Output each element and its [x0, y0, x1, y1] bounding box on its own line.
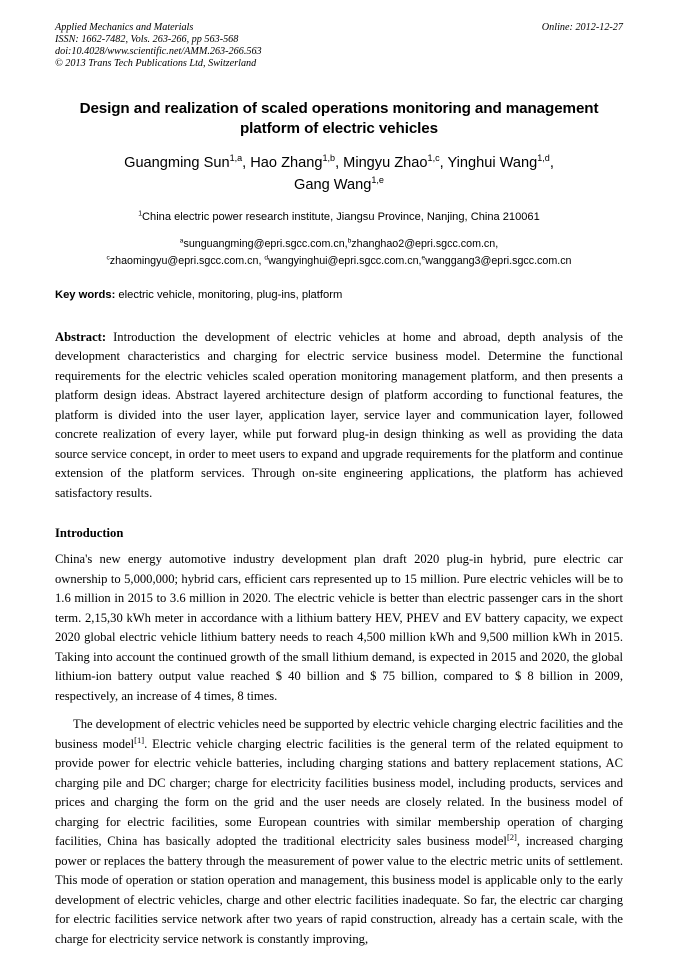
email-line-2: [55, 253, 623, 271]
author-affiliation-marker: 1,d: [537, 152, 550, 163]
journal-doi: doi:10.4028/www.scientific.net/AMM.263-266.563: [55, 46, 262, 58]
author-name: Hao Zhang: [250, 154, 323, 171]
author-name: Guangming Sun: [124, 154, 230, 171]
email-marker: a: [179, 237, 184, 244]
journal-copyright: © 2013 Trans Tech Publications Ltd, Switzerland: [55, 58, 257, 70]
author-affiliation-marker: 1,b: [322, 152, 336, 163]
email-address[interactable]: zhanghao2@epri.sgcc.com.cn,: [351, 237, 499, 250]
online-date: Online: 2012-12-27: [541, 22, 623, 33]
introduction-paragraph-1: China's new energy automotive industry development plan draft 2020 plug-in hybrid, pure electric car ownership to 5,000,000; hybrid cars, efficient cars represented up to 15 million. Pure electric vehicles will be to 1.6 million in 2015 to 3.6 million in 2020. The electric vehicle is better than electric passenger cars in the short term. 2,15,30 kWh meter in accordance with a lithium battery HEV, PHEV and EV battery capacity, we expect 2020 global electric vehicle lithium battery needs to reach 4,500 million kWh and 9,500 million kWh in 2015. Taking into account the continued growth of the small lithium demand, is expected in 2015 and 2020, the global lithium-ion battery output value reached $ 40 billion and $ 75 billion, compared to $ 8 billion in 2009, respectively, an increase of 4 times, 8 times.: [55, 552, 623, 703]
abstract-text: Introduction the development of electric vehicles at home and abroad, depth analysis of the development characteristics and charging for electric service business model. Determine the functional requirements for the electric vehicles scaled operation monitoring management platform, and then presents a platform design ideas. Abstract layered architecture design of platform according to functional features, the platform is divided into the user layer, application layer, service layer and communication layer, followed concrete realization of every layer, while put forward plug-in design thinking as well as providing the data source service concept, in order to meet users to expand and upgrade requirements for the platform and continue extension of the platform services. Through on-site engineering applications, the platform has achieved satisfactory results.: [55, 329, 623, 500]
author-affiliation-marker: 1,e: [371, 174, 384, 185]
abstract-label: Abstract:: [55, 329, 107, 344]
journal-issn: ISSN: 1662-7482, Vols. 263-266, pp 563-568: [55, 34, 239, 46]
author-name: Mingyu Zhao: [343, 154, 428, 171]
author-affiliation-marker: 1,a: [229, 152, 243, 163]
author-list: [55, 152, 623, 196]
email-marker: b: [347, 237, 352, 244]
journal-name: Applied Mechanics and Materials: [55, 22, 194, 33]
email-marker: d: [264, 254, 269, 262]
author-name: Gang Wang: [294, 176, 372, 193]
citation-ref-2[interactable]: [2]: [506, 831, 517, 842]
affiliation: [55, 210, 623, 224]
keywords: [55, 288, 623, 302]
author-affiliation-marker: 1,c: [427, 152, 440, 163]
journal-header: [55, 22, 623, 70]
email-address[interactable]: sunguangming@epri.sgcc.com.cn,: [183, 237, 348, 250]
email-address[interactable]: wangyinghui@epri.sgcc.com.cn,: [268, 255, 422, 268]
paragraph-text-part-3: , increased charging power or replaces the battery through the measurement of power value to the electric metric units of settlement. This mode of operation or station operation and management, this business model is applicable only to the early development of electric vehicles, charge and other electric facilities inadequate. So far, the electric car charging for electric facilities service network after two years of rapid construction, already has a certain scale, with the charge for electricity service network is constantly improving,: [55, 834, 623, 946]
paragraph-text-part-1: The development of electric vehicles need be supported by electric vehicle charging electric facilities and the business model: [55, 717, 623, 751]
email-marker: c: [106, 254, 110, 262]
keywords-value: electric vehicle, monitoring, plug-ins, platform: [115, 288, 343, 301]
author-line-1: Guangming Sun$^{1,a}$, Hao Zhang$^{1,b}$, Mingyu Zhao$^{1,c}$, Yinghui Wang$^{1,d}$,: [124, 152, 554, 171]
email-marker: e: [421, 254, 426, 262]
author-name: Yinghui Wang: [447, 154, 538, 171]
introduction-paragraph-2: [55, 715, 623, 949]
author-emails: [55, 236, 623, 271]
keywords-label: Key words:: [55, 288, 116, 301]
affiliation-text: China electric power research institute, Jiangsu Province, Nanjing, China 210061: [142, 210, 540, 223]
email-address[interactable]: zhaomingyu@epri.sgcc.com.cn,: [109, 255, 262, 268]
page-title: Design and realization of scaled operations monitoring and management platform of electric vehicles: [79, 100, 599, 137]
author-line-2: [55, 174, 623, 196]
affiliation-marker: 1: [138, 209, 143, 217]
email-line-1: [55, 236, 623, 254]
email-address[interactable]: wanggang3@epri.sgcc.com.cn: [425, 255, 572, 268]
journal-header-left: [55, 22, 455, 70]
abstract: [55, 328, 623, 504]
paragraph-text-part-2: . Electric vehicle charging electric facilities is the general term of the related equipment to provide power for electric vehicle batteries, including charging stations and battery replacement stations, AC charging pile and DC charger; charge for electricity facilities business model, including products, services and prices and charging the form on the grid and the user needs are closely related. In the business model of charging for electric facilities, some European countries with similar membership operation of charging facilities, China has basically adopted the traditional electricity sales business model: [55, 736, 623, 849]
citation-ref-1[interactable]: [1]: [134, 734, 145, 745]
section-heading-introduction: Introduction: [55, 526, 124, 541]
